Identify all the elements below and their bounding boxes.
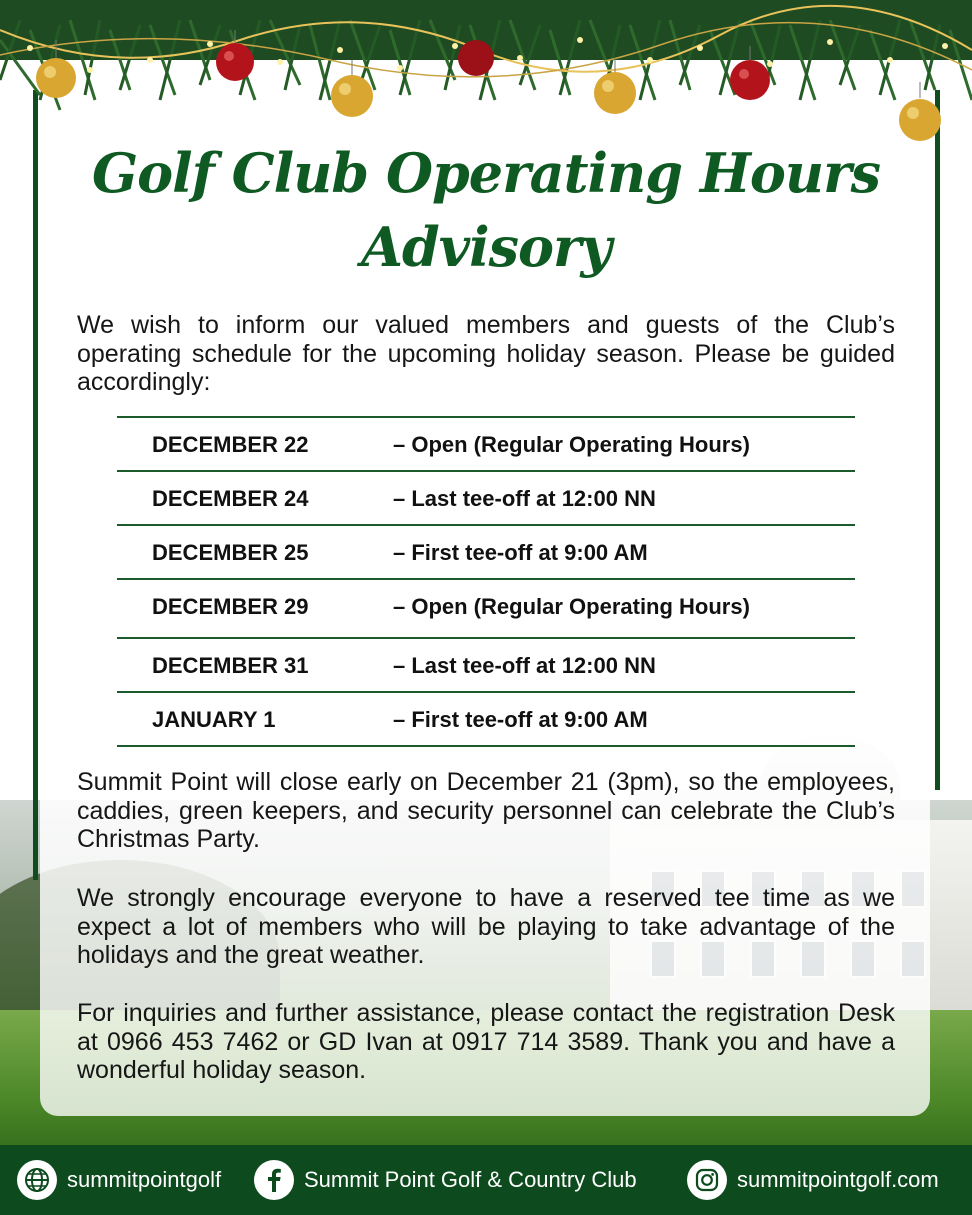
- schedule-description: – First tee-off at 9:00 AM: [393, 540, 648, 565]
- footer-instagram-text: summitpointgolf.com: [737, 1167, 939, 1192]
- reservation-notice: We strongly encourage everyone to have a reserved tee time as we expect a lot of members who will be playing to take advantage of the holidays and the great weather.: [77, 884, 895, 969]
- schedule-row: [117, 416, 855, 470]
- ornament-gold-icon: [899, 82, 941, 141]
- christmas-garland: [0, 0, 972, 150]
- globe-icon: [17, 1160, 57, 1200]
- holiday-schedule-table: [117, 416, 855, 747]
- schedule-description: – Last tee-off at 12:00 NN: [393, 653, 656, 678]
- schedule-row: [117, 470, 855, 524]
- schedule-row: [117, 524, 855, 578]
- schedule-description: – First tee-off at 9:00 AM: [393, 707, 648, 732]
- page-title-line-1: Golf Club Operating Hours: [91, 141, 880, 205]
- facebook-icon: [254, 1160, 294, 1200]
- frame-line-left: [33, 90, 38, 880]
- schedule-date: JANUARY 1: [152, 707, 276, 732]
- instagram-icon: [687, 1160, 727, 1200]
- page-title-line-2: Advisory: [361, 215, 611, 279]
- contact-notice: For inquiries and further assistance, please contact the registration Desk at 0966 453 7462 or GD Ivan at 0917 714 3589. Thank you and have a wonderful holiday season.: [77, 999, 895, 1084]
- footer-facebook-text: Summit Point Golf & Country Club: [304, 1167, 637, 1192]
- early-close-notice: Summit Point will close early on December 21 (3pm), so the employees, caddies, green keepers, and security personnel can celebrate the Club’s Christmas Party.: [77, 768, 895, 853]
- schedule-description: – Last tee-off at 12:00 NN: [393, 486, 656, 511]
- schedule-date: DECEMBER 22: [152, 432, 309, 457]
- ornament-gold-icon: [594, 58, 636, 114]
- schedule-row: [117, 691, 855, 747]
- schedule-description: – Open (Regular Operating Hours): [393, 432, 750, 457]
- schedule-date: DECEMBER 29: [152, 594, 309, 619]
- ornament-red-icon: [458, 40, 494, 76]
- footer-website-text: summitpointgolf: [67, 1167, 222, 1192]
- footer-website-handle[interactable]: [17, 1145, 221, 1215]
- schedule-description: – Open (Regular Operating Hours): [393, 594, 750, 619]
- schedule-row: [117, 637, 855, 691]
- schedule-date: DECEMBER 24: [152, 486, 309, 511]
- schedule-date: DECEMBER 31: [152, 653, 309, 678]
- footer-facebook[interactable]: [254, 1145, 637, 1215]
- schedule-row: [117, 578, 855, 637]
- schedule-date: DECEMBER 25: [152, 540, 309, 565]
- social-footer: [0, 1145, 972, 1215]
- intro-paragraph: We wish to inform our valued members and guests of the Club’s operating schedule for the upcoming holiday season. Please be guided accordingly:: [77, 311, 895, 396]
- footer-instagram[interactable]: [687, 1145, 939, 1215]
